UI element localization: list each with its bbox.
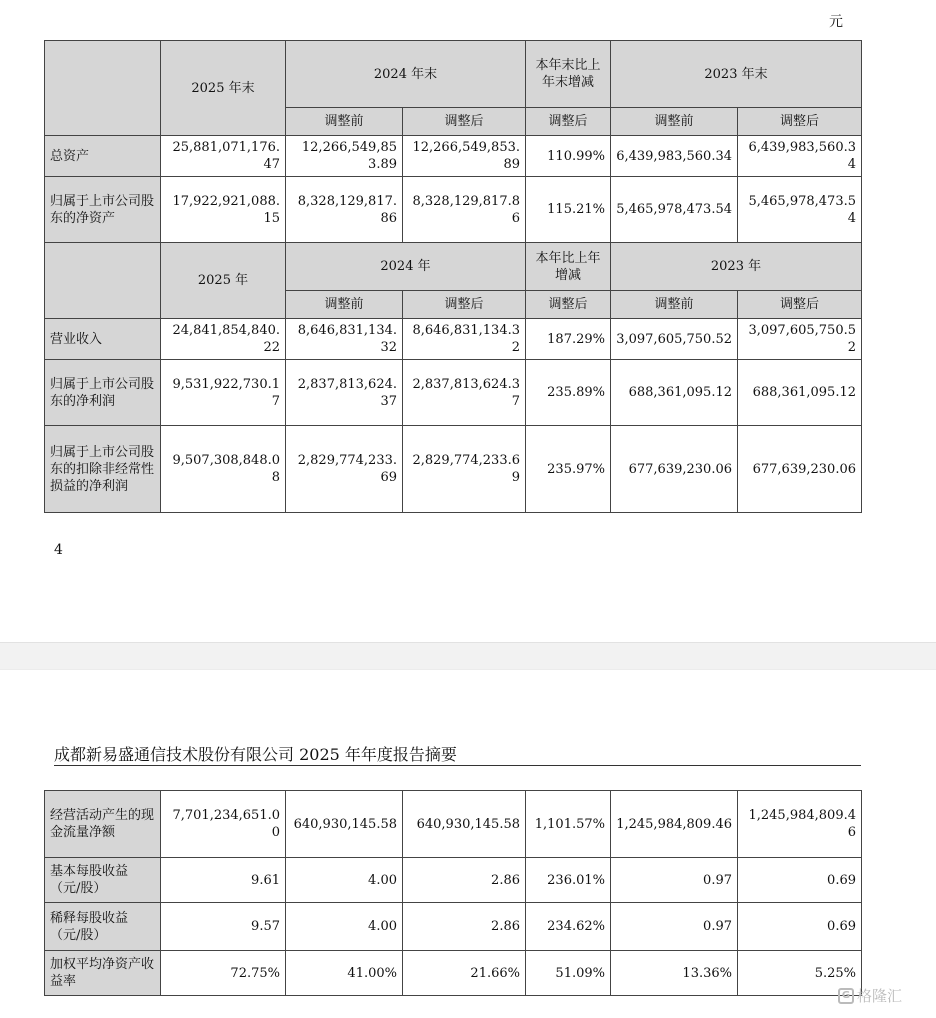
row-label-net-profit-deducted: 归属于上市公司股东的扣除非经常性损益的净利润 <box>45 426 161 513</box>
header-change: 本年比上年增减 <box>526 243 611 291</box>
table-cell: 4.00 <box>286 903 403 951</box>
table-row <box>45 319 862 360</box>
table-cell: 9,531,922,730.17 <box>161 360 286 426</box>
subheader-cell: 调整后 <box>738 108 862 136</box>
watermark-logo-icon: G <box>838 988 854 1004</box>
row-label-roe: 加权平均净资产收益率 <box>45 951 161 996</box>
table-cell: 1,101.57% <box>526 791 611 858</box>
header-2024: 2024 年 <box>286 243 526 291</box>
page-separator <box>0 642 936 670</box>
table-cell: 51.09% <box>526 951 611 996</box>
subheader-cell: 调整前 <box>611 108 738 136</box>
watermark <box>838 985 902 1006</box>
subheader-cell: 调整后 <box>403 108 526 136</box>
table-cell: 3,097,605,750.52 <box>611 319 738 360</box>
currency-unit: 元 <box>829 14 843 30</box>
table-cell: 688,361,095.12 <box>611 360 738 426</box>
table-cell: 2,837,813,624.37 <box>403 360 526 426</box>
table-cell: 5.25% <box>738 951 862 996</box>
table-cell: 677,639,230.06 <box>611 426 738 513</box>
table-cell: 2.86 <box>403 858 526 903</box>
table-cell: 0.97 <box>611 858 738 903</box>
table-cell: 41.00% <box>286 951 403 996</box>
subheader-cell: 调整前 <box>611 291 738 319</box>
table-cell: 0.97 <box>611 903 738 951</box>
header-2025: 2025 年 <box>161 243 286 319</box>
subheader-cell: 调整后 <box>526 291 611 319</box>
table-row <box>45 951 862 996</box>
table-cell: 9.61 <box>161 858 286 903</box>
table-row <box>45 903 862 951</box>
row-label-net-assets: 归属于上市公司股东的净资产 <box>45 177 161 243</box>
table-cell: 4.00 <box>286 858 403 903</box>
header-blank-cell <box>45 41 161 136</box>
table-cell: 24,841,854,840.22 <box>161 319 286 360</box>
table-cell: 0.69 <box>738 858 862 903</box>
table-cell: 8,646,831,134.32 <box>286 319 403 360</box>
table-cell: 5,465,978,473.54 <box>611 177 738 243</box>
subheader-cell: 调整前 <box>286 291 403 319</box>
header-rule <box>54 765 861 766</box>
table-cell: 110.99% <box>526 136 611 177</box>
table-cell: 72.75% <box>161 951 286 996</box>
table-cell: 12,266,549,853.89 <box>286 136 403 177</box>
table-row <box>45 136 862 177</box>
subheader-cell: 调整后 <box>526 108 611 136</box>
row-label-operating-cash-flow: 经营活动产生的现金流量净额 <box>45 791 161 858</box>
table-cell: 8,328,129,817.86 <box>403 177 526 243</box>
table-cell: 115.21% <box>526 177 611 243</box>
row-label-total-assets: 总资产 <box>45 136 161 177</box>
table-cell: 2,837,813,624.37 <box>286 360 403 426</box>
table-cell: 21.66% <box>403 951 526 996</box>
table-cell: 9,507,308,848.08 <box>161 426 286 513</box>
table-cell: 6,439,983,560.34 <box>738 136 862 177</box>
subheader-cell: 调整后 <box>403 291 526 319</box>
table-cell: 677,639,230.06 <box>738 426 862 513</box>
subheader-cell: 调整前 <box>286 108 403 136</box>
table-cell: 688,361,095.12 <box>738 360 862 426</box>
table-cell: 2,829,774,233.69 <box>403 426 526 513</box>
header-2023: 2023 年 <box>611 243 862 291</box>
table-cell: 8,328,129,817.86 <box>286 177 403 243</box>
table-cell: 6,439,983,560.34 <box>611 136 738 177</box>
header-blank-cell <box>45 243 161 319</box>
table-cell: 235.89% <box>526 360 611 426</box>
page-number: 4 <box>54 542 63 558</box>
watermark-text: 格隆汇 <box>857 987 903 1005</box>
table-cell: 0.69 <box>738 903 862 951</box>
table-cell: 13.36% <box>611 951 738 996</box>
table-cell: 234.62% <box>526 903 611 951</box>
table-cell: 1,245,984,809.46 <box>611 791 738 858</box>
financial-table-part2 <box>44 790 862 996</box>
table-cell: 187.29% <box>526 319 611 360</box>
document-header: 成都新易盛通信技术股份有限公司 2025 年年度报告摘要 <box>54 745 457 764</box>
table-cell: 25,881,071,176.47 <box>161 136 286 177</box>
header-2024-end: 2024 年末 <box>286 41 526 108</box>
header-change-end: 本年末比上年末增减 <box>526 41 611 108</box>
table-row <box>45 177 862 243</box>
table-cell: 235.97% <box>526 426 611 513</box>
table-cell: 12,266,549,853.89 <box>403 136 526 177</box>
table-cell: 9.57 <box>161 903 286 951</box>
table-cell: 236.01% <box>526 858 611 903</box>
table-row <box>45 426 862 513</box>
row-label-diluted-eps: 稀释每股收益（元/股） <box>45 903 161 951</box>
table-cell: 1,245,984,809.46 <box>738 791 862 858</box>
table-cell: 3,097,605,750.52 <box>738 319 862 360</box>
row-label-revenue: 营业收入 <box>45 319 161 360</box>
row-label-net-profit: 归属于上市公司股东的净利润 <box>45 360 161 426</box>
table-cell: 2,829,774,233.69 <box>286 426 403 513</box>
table-cell: 17,922,921,088.15 <box>161 177 286 243</box>
header-2025-end: 2025 年末 <box>161 41 286 136</box>
table-cell: 5,465,978,473.54 <box>738 177 862 243</box>
financial-table-part1 <box>44 40 862 513</box>
table-row <box>45 791 862 858</box>
table-cell: 2.86 <box>403 903 526 951</box>
table-cell: 8,646,831,134.32 <box>403 319 526 360</box>
table-row <box>45 858 862 903</box>
row-label-basic-eps: 基本每股收益（元/股） <box>45 858 161 903</box>
header-2023-end: 2023 年末 <box>611 41 862 108</box>
table-cell: 7,701,234,651.00 <box>161 791 286 858</box>
subheader-cell: 调整后 <box>738 291 862 319</box>
table-cell: 640,930,145.58 <box>286 791 403 858</box>
table-cell: 640,930,145.58 <box>403 791 526 858</box>
table-row <box>45 360 862 426</box>
